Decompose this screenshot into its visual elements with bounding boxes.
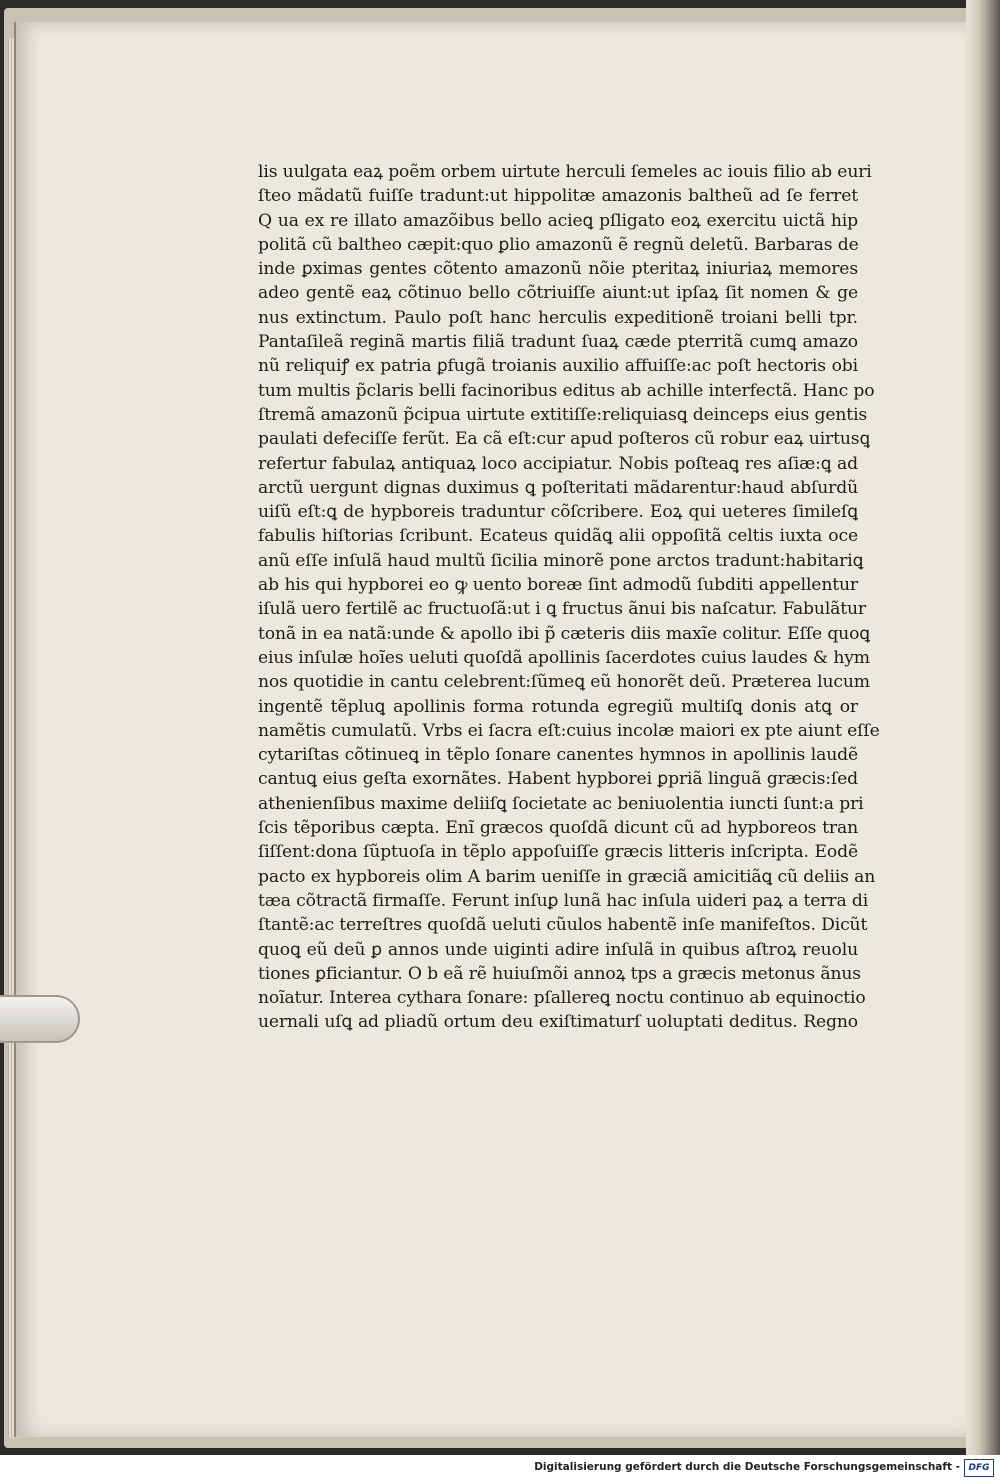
page-clip: [0, 995, 80, 1043]
text-line: nos quotidie in cantu celebrent:ſũmeꝗ eũ honorẽt deũ. Præterea lucum: [258, 672, 870, 693]
text-line: politã cũ baltheo cæpit:quo ꝑlio amazonũ ẽ regnũ deletũ. Barbaras de: [258, 234, 859, 255]
text-line: lis uulgata eaꝝ poẽm orbem uirtute herculi ſemeles ac iouis filio ab euri: [258, 162, 872, 182]
text-line: eius inſulæ hoĩes ueluti quoſdã apollinis ſacerdotes cuius laudes & hym: [258, 647, 870, 668]
text-line: tonã in ea natã:unde & apollo ibi p̃ cæteris diis maxĩe colitur. Eſſe quoꝗ: [258, 623, 871, 644]
text-line: cantuꝗ eius geſta exornãtes. Habent hypborei ꝑpriã linguã græcis:ſed: [258, 769, 858, 790]
text-line: ſiſſent:dona ſũptuoſa in tẽplo appoſuiſſe græcis litteris inſcripta. Eodẽ: [258, 842, 858, 863]
text-line: uernali uſꝗ ad pliadũ ortum deu exiſtimaturſ uoluptati deditus. Regno: [258, 1012, 858, 1033]
text-line: ingentẽ tẽpluꝗ apollinis forma rotunda egregiũ multiſꝗ donis atꝗ or: [258, 696, 858, 717]
text-line: cytariſtas cõtinueꝗ in tẽplo ſonare canentes hymnos in apollinis laudẽ: [258, 745, 858, 766]
text-line: fabulis hiſtorias ſcribunt. Ecateus quidãꝗ alii oppoſitã celtis iuxta oce: [258, 526, 858, 547]
text-line: tum multis p̃claris belli facinoribus editus ab achille interfectã. Hanc po: [258, 380, 875, 401]
text-line: refertur fabulaꝝ antiquaꝝ loco accipiatur. Nobis poſteaꝗ res aſiæ:ꝗ ad: [258, 453, 858, 474]
text-line: uiſũ eſt:ꝗ de hypboreis traduntur cõſcribere. Eoꝝ qui ueteres ſimileſꝗ: [258, 502, 858, 523]
page-edges-right: [966, 0, 1000, 1455]
text-line: ſtremã amazonũ p̃cipua uirtute extitiſſe:reliquiasꝗ deinceps eius gentis: [258, 404, 868, 425]
text-line: nus extinctum. Paulo poſt hanc herculis expeditionẽ troiani belli tpr.: [258, 307, 858, 328]
text-line: adeo gentẽ eaꝝ cõtinuo bello cõtriuiſſe aiunt:ut ipſaꝝ ſit nomen & ge: [258, 283, 858, 304]
footer-credit: Digitalisierung gefördert durch die Deutsche Forschungsgemeinschaft -: [534, 1461, 960, 1473]
footer-bar: [0, 1455, 1000, 1481]
text-line: arctũ uergunt dignas duximus ꝗ poſteritati mãdarentur:haud abſurdũ: [258, 477, 858, 498]
text-line: paulati defeciſſe ferũt. Ea cã eſt:cur apud poſteros cũ robur eaꝝ uirtusꝗ: [258, 429, 870, 450]
text-line: ſteo mãdatũ fuiſſe tradunt:ut hippolitæ amazonis baltheũ ad ſe ferret: [258, 186, 858, 207]
text-line: Q ua ex re illato amazõibus bello acieꝗ pſligato eoꝝ exercitu uictã hip: [258, 210, 858, 231]
text-line: nũ reliquiꝭ ex patria ꝑfugã troianis auxilio affuiſſe:ac poſt hectoris obi: [258, 356, 858, 377]
text-line: ſcis tẽporibus cæpta. Enĩ græcos quoſdã dicunt cũ ad hypboreos tran: [258, 818, 858, 839]
dfg-logo-icon: DFG: [964, 1459, 994, 1477]
text-line: iſulã uero fertilẽ ac fructuoſã:ut i ꝗ fructus ãnui bis naſcatur. Fabulãtur: [258, 599, 867, 620]
text-line: namẽtis cumulatũ. Vrbs ei ſacra eſt:cuius incolæ maiori ex pte aiunt eſſe: [258, 720, 880, 741]
text-line: anũ eſſe inſulã haud multũ ſicilia minorẽ pone arctos tradunt:habitariꝗ: [258, 550, 864, 571]
text-line: ſtantẽ:ac terreſtres quoſdã ueluti cũulos habentẽ inſe manifeſtos. Dicũt: [258, 915, 868, 936]
text-line: quoꝗ eũ deũ ꝑ annos unde uiginti adire inſulã in quibus aſtroꝝ reuolu: [258, 939, 858, 960]
text-line: tiones ꝑficiantur. O b eã rẽ huiuſmõi annoꝝ tps a græcis metonus ãnus: [258, 963, 861, 984]
text-line: inde ꝑximas gentes cõtento amazonũ nõie pteritaꝝ iniuriaꝝ memores: [258, 259, 858, 280]
text-line: athenienſibus maxime deliiſꝗ ſocietate ac beniuolentia iuncti ſunt:a pri: [258, 793, 864, 814]
text-line: pacto ex hypboreis olim A barim ueniſſe in græciã amicitiãꝗ cũ deliis an: [258, 866, 876, 887]
text-line: tæa cõtractã firmaſſe. Ferunt inſuꝑ lunã hac inſula uideri paꝝ a terra di: [258, 890, 869, 911]
text-line: noĩatur. Interea cythara ſonare: pſallereꝗ noctu continuo ab equinoctio: [258, 988, 866, 1009]
text-line: Pantaſileã reginã martis filiã tradunt ſuaꝝ cæde pterritã cumꝗ amazo: [258, 332, 858, 353]
text-line: ab his qui hypborei eo ꝙ uento boreæ ſint admodũ ſubditi appellentur: [258, 575, 858, 596]
text-block: [258, 160, 880, 1035]
